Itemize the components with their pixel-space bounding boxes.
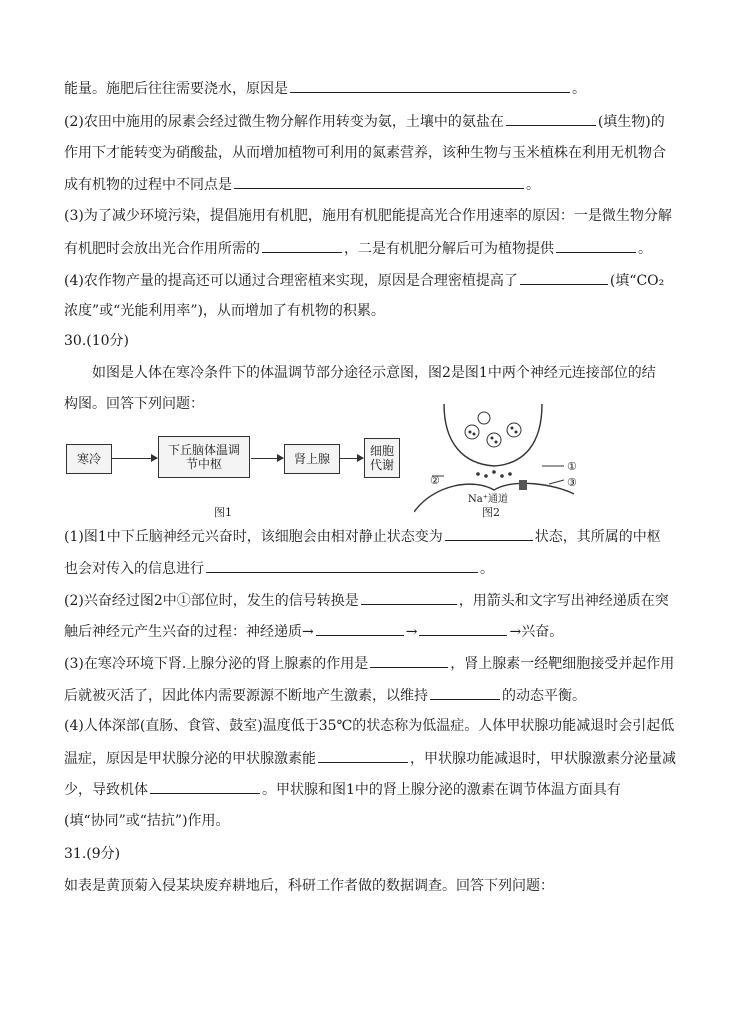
box-cold: 寒冷 (66, 444, 112, 474)
question-number: 31.(9分) (64, 846, 121, 862)
answer-blank[interactable] (316, 621, 404, 636)
text-line: (2)兴奋经过图2中①部位时，发生的信号转换是 ，用箭头和文字写出神经递质在突 (64, 590, 669, 611)
answer-blank[interactable] (419, 621, 507, 636)
arrow (251, 458, 283, 459)
fig2-caption: 图2 (482, 506, 500, 519)
box-hypothalamus: 下丘脑体温调节中枢 (158, 436, 250, 478)
answer-blank[interactable] (445, 526, 533, 541)
label-1: ① (567, 460, 577, 473)
answer-blank[interactable] (262, 238, 342, 253)
answer-blank[interactable] (234, 174, 524, 189)
synapse-diagram (414, 404, 614, 514)
text-line: (3)在寒冷环境下肾.上腺分泌的肾上腺素的作用是 ，肾上腺素一经靶细胞接受并起作用 (64, 653, 674, 674)
answer-blank[interactable] (318, 748, 408, 763)
text-line: 如图是人体在寒冷条件下的体温调节部分途径示意图，图2是图1中两个神经元连接部位的结 (92, 365, 656, 381)
text-line: (3)为了减少环境污染，提倡施用有机肥，施用有机肥能提高光合作用速率的原因：一是微生物分解 (64, 208, 672, 224)
figure (64, 434, 644, 522)
text-line: 成有机物的过程中不同点是 。 (64, 174, 540, 195)
answer-blank[interactable] (520, 270, 608, 285)
answer-blank[interactable] (150, 779, 260, 794)
answer-blank[interactable] (430, 685, 500, 700)
text-line: 后就被灭活了，因此体内需要源源不断地产生激素，以维持 的动态平衡。 (64, 685, 586, 706)
text-line: 作用下才能转变为硝酸盐，从而增加植物可利用的氮素营养，该种生物与玉米植株在利用无机物合 (64, 145, 666, 161)
text-line: 能量。施肥后往往需要浇水，原因是 。 (64, 78, 586, 99)
arrow (339, 458, 363, 459)
text-line: 也会对传入的信息进行 。 (64, 558, 494, 579)
text-line: 少，导致机体 。甲状腺和图1中的肾上腺分泌的激素在调节体温方面具有 (64, 779, 621, 800)
box-metabolism: 细胞代谢 (364, 438, 400, 478)
box-adrenal: 肾上腺 (284, 444, 340, 474)
label-3: ③ (567, 476, 577, 489)
text-line: (4)人体深部(直肠、食管、鼓室)温度低于35℃的状态称为低温症。人体甲状腺功能减退时会引起低 (64, 718, 675, 734)
answer-blank[interactable] (290, 78, 570, 93)
text-line: 触后神经元产生兴奋的过程：神经递质→ → →兴奋。 (64, 621, 563, 642)
answer-blank[interactable] (506, 111, 596, 126)
text-line: (填“协同”或“拮抗”)作用。 (64, 813, 230, 829)
answer-blank[interactable] (370, 653, 448, 668)
text-line: 浓度”或“光能利用率”)，从而增加了有机物的积累。 (64, 303, 385, 319)
text-line: 有机肥时会放出光合作用所需的 ，二是有机肥分解后可为植物提供 。 (64, 238, 652, 259)
text-line: (1)图1中下丘脑神经元兴奋时，该细胞会由相对静止状态变为 状态，其所属的中枢 (64, 526, 661, 547)
arrow (111, 458, 157, 459)
text-line: 如表是黄顶菊入侵某块废弃耕地后，科研工作者做的数据调查。回答下列问题： (64, 878, 554, 894)
question-number: 30.(10分) (64, 333, 130, 349)
label-2: ② (430, 474, 440, 487)
na-channel-label: Na⁺通道 (468, 494, 508, 505)
answer-blank[interactable] (361, 590, 457, 605)
text-line: 构图。回答下列问题： (64, 396, 204, 412)
fig1-caption: 图1 (214, 506, 232, 519)
text-line: 温症，原因是甲状腺分泌的甲状腺激素能 ，甲状腺功能减退时，甲状腺激素分泌量减 (64, 748, 676, 769)
text-line: (2)农田中施用的尿素会经过微生物分解作用转变为氨，土壤中的氨盐在 (填生物)的 (64, 111, 665, 132)
answer-blank[interactable] (556, 238, 636, 253)
text-line: (4)农作物产量的提高还可以通过合理密植来实现，原因是合理密植提高了 (填“CO₂ (64, 270, 664, 291)
answer-blank[interactable] (206, 558, 478, 573)
